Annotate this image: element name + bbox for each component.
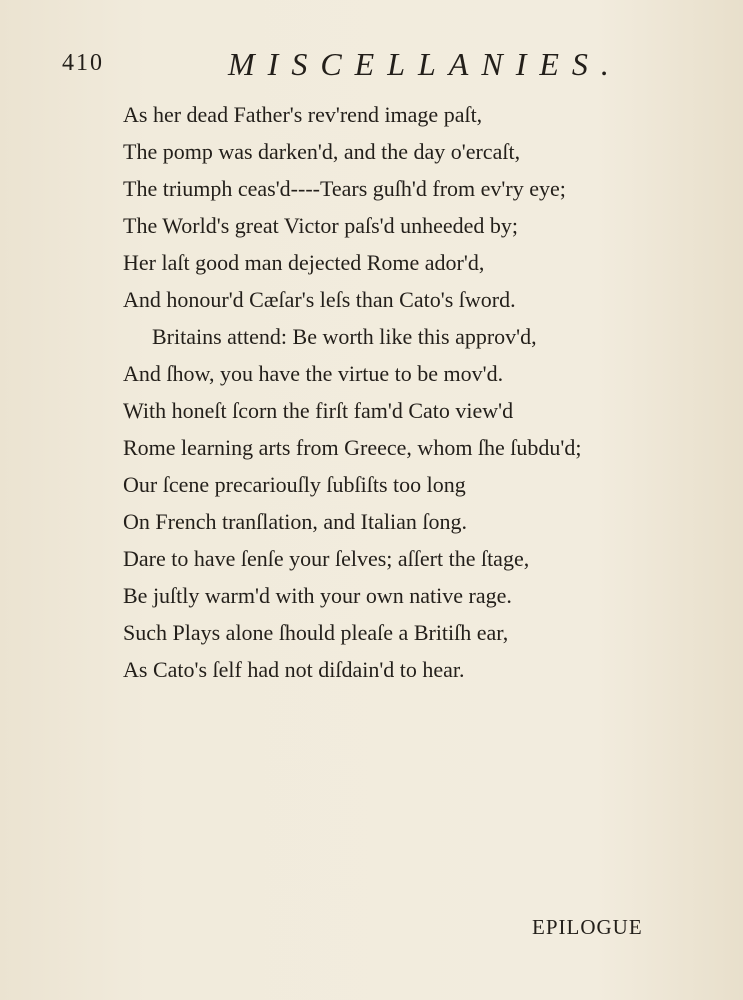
poem-line: Such Plays alone ſhould pleaſe a Britiſh ear, (123, 620, 509, 645)
poem-line: And honour'd Cæſar's leſs than Cato's ſword. (123, 287, 516, 312)
poem-line: Our ſcene precariouſly ſubſiſts too long (123, 472, 466, 497)
poem-line: The triumph ceas'd----Tears guſh'd from ev'ry eye; (123, 176, 566, 201)
poem-line: Her laſt good man dejected Rome ador'd, (123, 250, 485, 275)
running-head: MISCELLANIES. (228, 46, 622, 82)
poem-line: Rome learning arts from Greece, whom ſhe ſubdu'd; (123, 435, 582, 460)
poem-line: Dare to have ſenſe your ſelves; aſſert the ſtage, (123, 546, 530, 571)
poem-line: The World's great Victor paſs'd unheeded by; (123, 213, 519, 238)
poem-line: As Cato's ſelf had not diſdain'd to hear. (123, 657, 465, 682)
poem-line: The pomp was darken'd, and the day o'ercaſt, (123, 139, 521, 164)
catchword: EPILOGUE (532, 915, 643, 939)
poem-line: As her dead Father's rev'rend image paſt, (123, 102, 483, 127)
poem-line: And ſhow, you have the virtue to be mov'd. (123, 361, 504, 386)
poem-line: Britains attend: Be worth like this approv'd, (152, 324, 537, 349)
page-number: 410 (62, 50, 104, 76)
poem-line: With honeſt ſcorn the firſt fam'd Cato view'd (123, 398, 514, 423)
poem-line: On French tranſlation, and Italian ſong. (123, 509, 467, 534)
poem-line: Be juſtly warm'd with your own native rage. (123, 583, 512, 608)
